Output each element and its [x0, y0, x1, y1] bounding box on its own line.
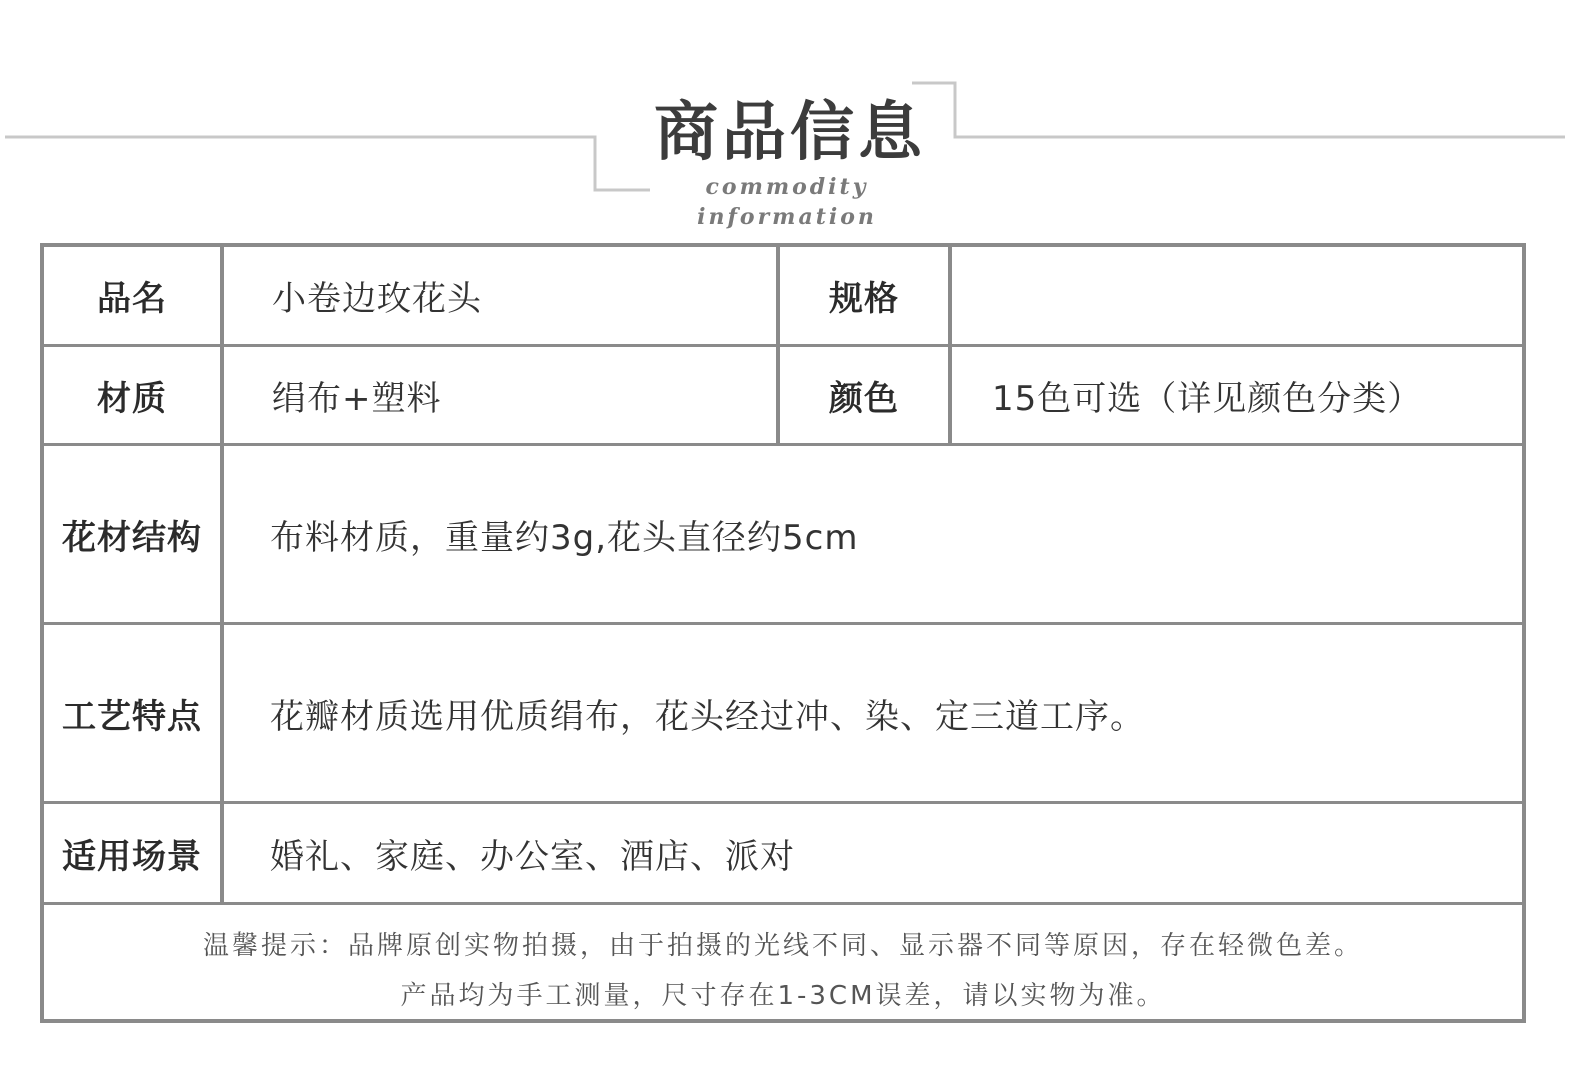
label-structure: 花材结构 — [44, 446, 224, 622]
value-color: 15色可选（详见颜色分类） — [992, 378, 1423, 419]
table-row-usage — [44, 804, 1522, 905]
notice-line-2: 产品均为手工测量，尺寸存在1-3CM误差，请以实物为准。 — [400, 981, 1166, 1011]
product-info-table — [40, 243, 1526, 1023]
label-usage: 适用场景 — [44, 804, 224, 902]
label-spec: 规格 — [780, 247, 952, 344]
page-subtitle: commodity information — [697, 174, 877, 230]
notice-line-1: 温馨提示：品牌原创实物拍摄，由于拍摄的光线不同、显示器不同等原因，存在轻微色差。 — [202, 931, 1363, 961]
value-material: 绢布+塑料 — [224, 347, 780, 443]
page-title: 商品信息 — [654, 96, 926, 170]
label-material: 材质 — [44, 347, 224, 443]
value-craft: 花瓣材质选用优质绢布，花头经过冲、染、定三道工序。 — [270, 696, 1145, 737]
table-row-name — [44, 247, 1522, 347]
value-spec — [952, 247, 1522, 344]
table-row-craft — [44, 625, 1522, 804]
value-structure: 布料材质，重量约3g,花头直径约5cm — [270, 517, 859, 558]
label-craft: 工艺特点 — [44, 625, 224, 801]
value-usage: 婚礼、家庭、办公室、酒店、派对 — [270, 836, 795, 877]
table-row-material — [44, 347, 1522, 446]
label-color: 颜色 — [780, 347, 952, 443]
table-row-structure — [44, 446, 1522, 625]
label-product-name: 品名 — [44, 247, 224, 344]
value-product-name: 小卷边玫花头 — [224, 247, 780, 344]
notice-text — [44, 905, 1522, 1019]
